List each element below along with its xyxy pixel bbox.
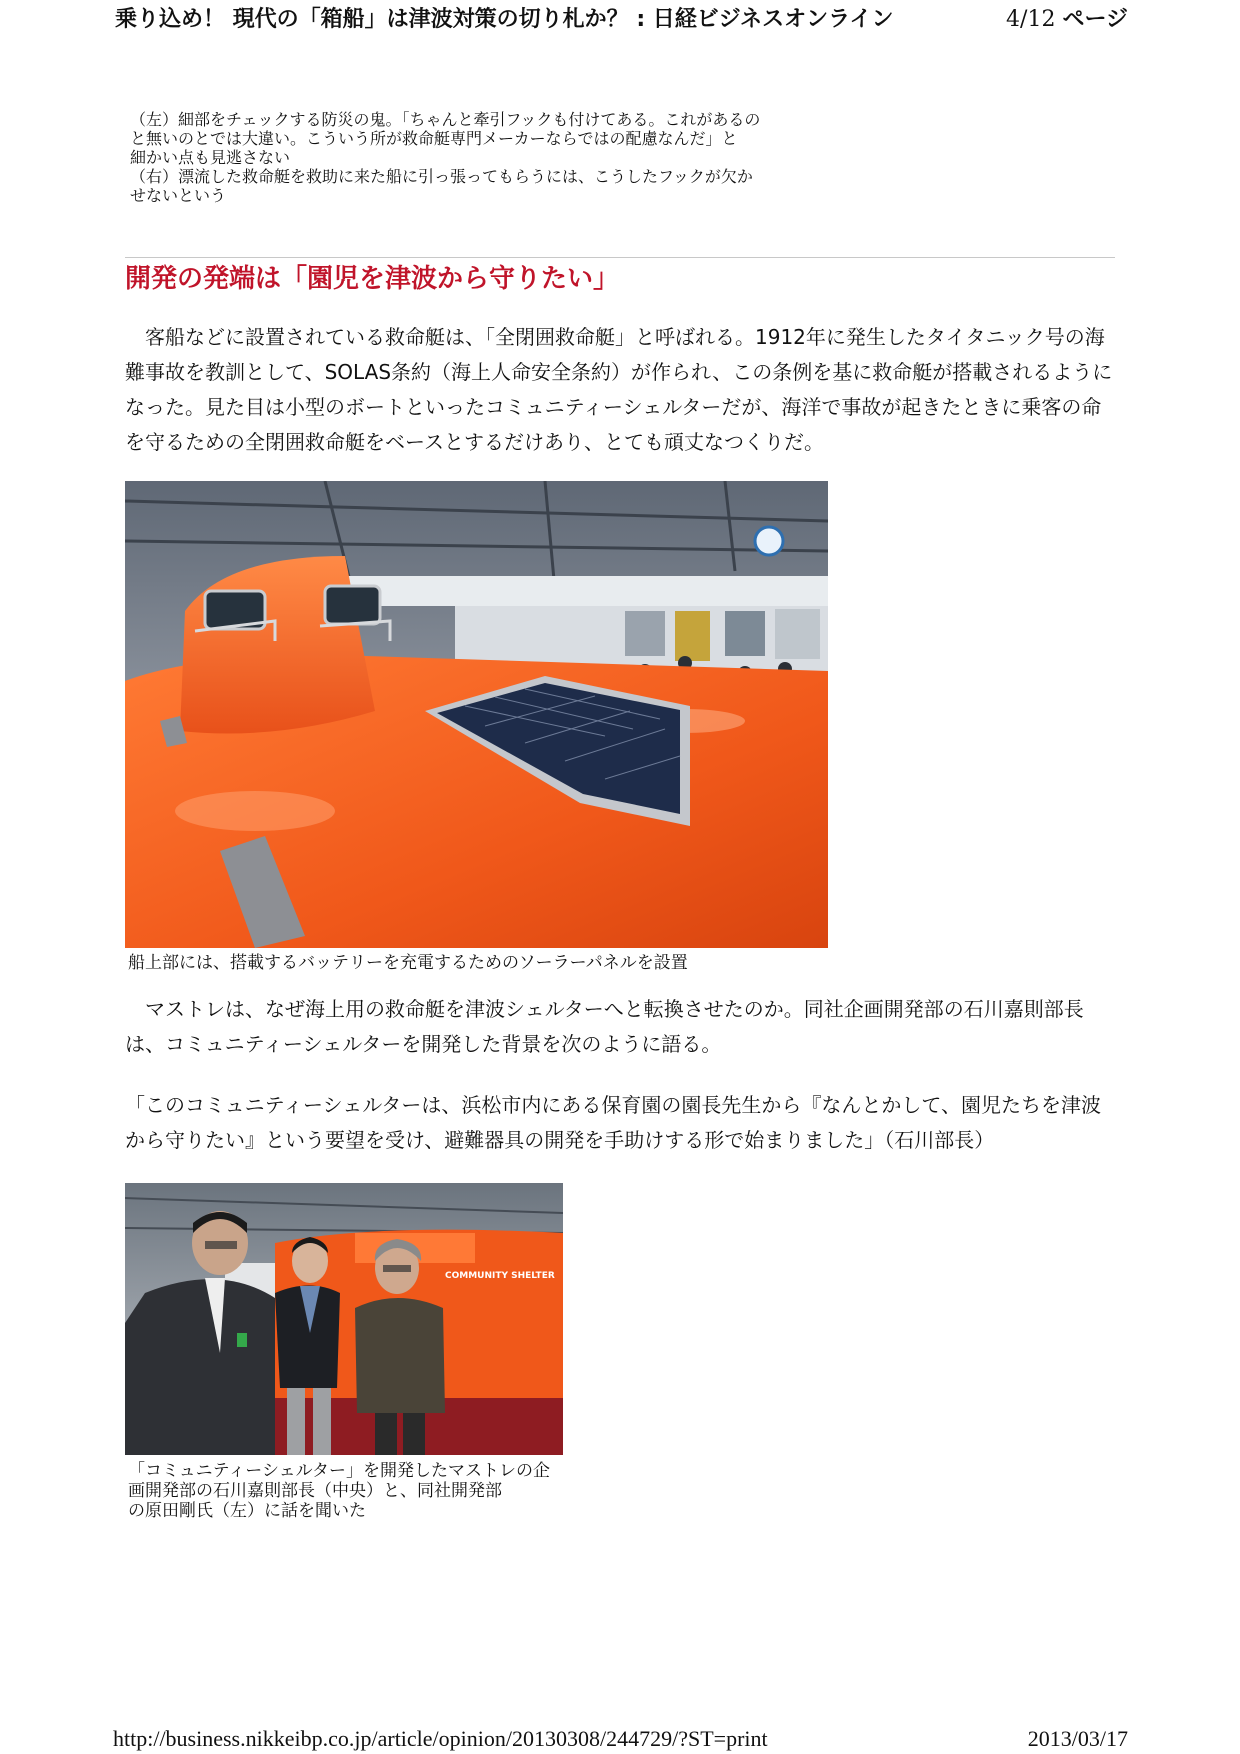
photo-caption-2: 「コミュニティーシェルター」を開発したマストレの企 画開発部の石川嘉則部長（中央）と、同社開発部 の原田剛氏（左）に話を聞いた [128, 1461, 550, 1521]
footer-date: 2013/03/17 [1027, 1726, 1128, 1751]
article-paragraph-1: 客船などに設置されている救命艇は、「全閉囲救命艇」と呼ばれる。1912年に発生したタイタニック号の海難事故を教訓として、SOLAS条約（海上人命安全条約）が作られ、この条例を基に救命艇が搭載されるようになった。見た目は小型のボートといったコミュニティーシェルターだが、海洋で事故が起きたときに乗客の命を守るための全閉囲救命艇をベースとするだけあり、とても頑丈なつくりだ。 [125, 325, 1113, 454]
article-paragraph-3: 「このコミュニティーシェルターは、浜松市内にある保育園の園長先生から『なんとかして、園児たちを津波から守りたい』という要望を受け、避難器具の開発を手助けする形で始まりました」（石川部長） [125, 1093, 1101, 1152]
article-paragraph-2: マストレは、なぜ海上用の救命艇を津波シェルターへと転換させたのか。同社企画開発部の石川嘉則部長は、コミュニティーシェルターを開発した背景を次のように語る。 [125, 997, 1084, 1056]
page-number: 4/12 [1006, 7, 1056, 32]
top-photo-caption: （左）細部をチェックする防災の鬼。「ちゃんと牽引フックも付けてある。これがあるの と無いのとでは大違い。こういう所が救命艇専門メーカーならではの配慮なんだ」と 細かい点も見逃さない （右）漂流した救命艇を救助に来た船に引っ張ってもらうには、こうしたフックが欠か せないという [130, 110, 761, 205]
page-header-title: 乗り込め！ 現代の「箱船」は津波対策の切り札か？ : 日経ビジネスオンライン [115, 7, 894, 32]
shelter-sign-text: COMMUNITY SHELTER [445, 1271, 555, 1281]
section-heading: 開発の発端は「園児を津波から守りたい」 [125, 264, 620, 294]
page-indicator [1006, 2, 1128, 33]
photo-caption-1: 船上部には、搭載するバッテリーを充電するためのソーラーパネルを設置 [128, 953, 688, 973]
solar-panel-photo [125, 481, 828, 948]
interview-photo [125, 1183, 563, 1455]
page-unit: ページ [1062, 7, 1128, 32]
footer-url: http://business.nikkeibp.co.jp/article/opinion/20130308/244729/?ST=print [113, 1726, 768, 1751]
